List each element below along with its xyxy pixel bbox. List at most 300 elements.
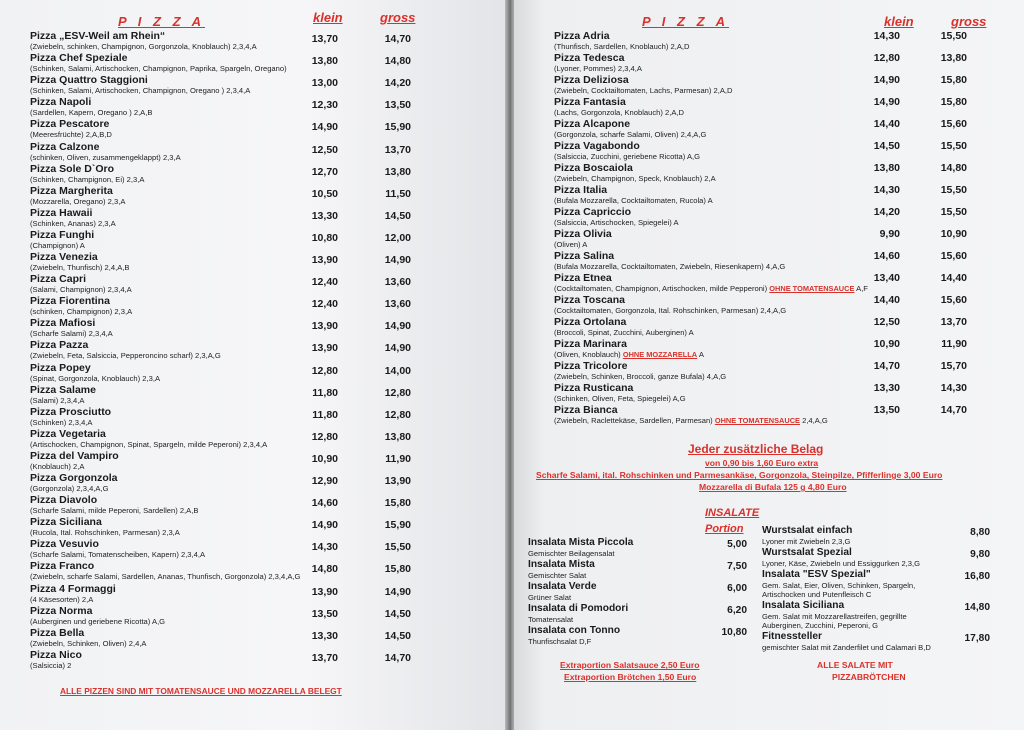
menu-item — [514, 250, 1024, 272]
price-large: 15,50 — [940, 184, 967, 196]
salad-price: 14,80 — [964, 602, 990, 613]
price-small: 12,70 — [311, 165, 338, 178]
item-description — [554, 196, 713, 205]
price-small: 12,50 — [311, 143, 338, 156]
item-name: Pizza Italia — [554, 184, 608, 196]
item-description-text: (Lyoner, Pommes) 2,3,4,A — [554, 64, 642, 73]
item-name: Pizza Alcapone — [554, 118, 631, 130]
price-large: 15,50 — [940, 30, 967, 42]
item-description — [554, 64, 642, 73]
item-name: Pizza Chef Speziale — [30, 52, 128, 65]
salad-description: Thunfischsalat D,F — [528, 637, 592, 646]
price-small: 13,90 — [311, 320, 338, 333]
salad-name: Insalata con Tonno — [528, 625, 621, 636]
item-name: Pizza Gorgonzola — [30, 472, 118, 484]
menu-item — [0, 538, 508, 560]
menu-item — [0, 450, 508, 472]
item-name: Pizza Tedesca — [554, 52, 625, 64]
price-small: 14,90 — [311, 519, 338, 532]
price-large: 14,20 — [384, 77, 411, 90]
item-description — [554, 86, 733, 95]
extra-bread-note: Extraportion Brötchen 1,50 Euro — [564, 672, 697, 682]
small-size-heading: klein — [313, 10, 343, 25]
price-large: 14,90 — [384, 320, 411, 333]
menu-item — [514, 30, 1024, 52]
price-large: 15,60 — [940, 294, 967, 306]
item-name: Pizza Capri — [30, 273, 87, 286]
pizza-heading-right: P I Z Z A — [642, 14, 730, 29]
large-size-heading-right: gross — [951, 14, 987, 29]
price-small: 14,90 — [873, 96, 900, 108]
item-description: (Champignon) A — [30, 240, 85, 250]
item-description — [554, 130, 706, 139]
item-description — [554, 240, 587, 249]
price-large: 15,60 — [940, 118, 967, 130]
item-name: Pizza Bianca — [554, 404, 618, 416]
price-small: 13,30 — [311, 629, 338, 642]
menu-item — [514, 294, 1024, 316]
item-description-text: (Salsiccia, Zucchini, geriebene Ricotta) A,G — [554, 152, 701, 161]
price-small: 13,70 — [311, 33, 338, 45]
price-small: 12,50 — [873, 316, 900, 328]
item-description — [554, 262, 785, 271]
item-name: Pizza Norma — [30, 604, 93, 617]
price-small: 13,80 — [873, 162, 900, 174]
price-small: 13,30 — [311, 209, 338, 222]
salad-name: Insalata Siciliana — [762, 600, 845, 611]
price-small: 13,30 — [873, 382, 900, 394]
salad-price: 6,20 — [727, 605, 747, 616]
item-description: (schinken, Oliven, zusammengeklappt) 2,3,A — [30, 152, 181, 162]
price-large: 12,00 — [384, 231, 411, 244]
salad-bread-note-2: PIZZABRÖTCHEN — [832, 672, 906, 682]
price-large: 14,80 — [384, 55, 411, 68]
extra-dressing-note: Extraportion Salatsauce 2,50 Euro — [560, 660, 700, 670]
salad-price: 6,00 — [727, 583, 747, 594]
price-large: 14,40 — [940, 272, 967, 284]
menu-item — [514, 404, 1024, 426]
item-name: Pizza Venezia — [30, 251, 98, 263]
item-name: Pizza 4 Formaggi — [30, 582, 116, 595]
salad-name: Insalata Mista Piccola — [528, 537, 634, 548]
item-description-text: (Zwiebeln, Raclettekäse, Sardellen, Parmesan) — [554, 416, 713, 425]
salad-price: 17,80 — [964, 633, 990, 644]
item-description: (Mozzarella, Oregano) 2,3,A — [30, 196, 126, 206]
item-description: (Zwiebeln, schinken, Champignon, Gorgonzola, Knoblauch) 2,3,4,A — [30, 42, 257, 51]
price-large: 14,50 — [384, 607, 411, 620]
price-large: 14,70 — [384, 651, 411, 664]
item-description: (Knoblauch) 2,A — [30, 461, 85, 471]
salad-description-2: Auberginen, Zucchini, Peperoni, G — [762, 621, 879, 630]
price-small: 12,30 — [311, 99, 338, 112]
salad-description: Gem. Salat mit Mozzarellastreifen, gegrillte — [762, 612, 907, 621]
salad-name: Wurstsalat Spezial — [762, 547, 852, 558]
item-description-text: (Oliven, Knoblauch) — [554, 350, 621, 359]
item-description — [554, 416, 828, 425]
item-description: (Zwiebeln, Schinken, Oliven) 2,4,A — [30, 638, 147, 648]
menu-page-right — [514, 0, 1024, 730]
menu-item — [514, 338, 1024, 360]
item-description — [554, 152, 700, 161]
menu-item — [514, 228, 1024, 250]
item-name: Pizza Mafiosi — [30, 317, 96, 330]
item-description: (Schinken, Ananas) 2,3,A — [30, 218, 116, 228]
item-allergen-codes: 2,4,A,G — [802, 416, 828, 425]
item-description-text: (Thunfisch, Sardellen, Knoblauch) 2,A,D — [554, 42, 690, 51]
small-size-heading-right: klein — [884, 14, 914, 29]
item-description — [554, 394, 686, 403]
item-description — [554, 218, 679, 227]
item-description-text: (Zwiebeln, Champignon, Speck, Knoblauch) 2,A — [554, 174, 716, 183]
price-large: 14,90 — [384, 342, 411, 355]
item-description: (Scharfe Salami, milde Peperoni, Sardellen) 2,A,B — [30, 506, 199, 516]
price-large: 13,70 — [384, 143, 411, 156]
item-name: Pizza Funghi — [30, 228, 95, 241]
salads-heading: INSALATE — [705, 507, 760, 519]
item-name: Pizza Vagabondo — [554, 140, 640, 152]
item-description-text: (Schinken, Oliven, Feta, Spiegelei) A,G — [554, 394, 686, 403]
price-large: 15,70 — [940, 360, 967, 372]
salad-price: 5,00 — [727, 539, 747, 550]
menu-item — [0, 649, 508, 671]
price-large: 14,80 — [940, 162, 967, 174]
menu-item — [514, 184, 1024, 206]
item-name: Pizza Franco — [30, 560, 95, 573]
salad-description-2: Artischocken und Putenfleisch C — [762, 590, 872, 599]
item-name: Pizza Hawaii — [30, 206, 93, 219]
price-large: 15,80 — [940, 96, 967, 108]
menu-item — [0, 583, 508, 605]
menu-item — [0, 185, 508, 207]
price-large: 10,90 — [940, 228, 967, 240]
item-description-text: (Zwiebeln, Schinken, Broccoli, ganze Bufala) 4,A,G — [554, 372, 727, 381]
menu-item — [514, 382, 1024, 404]
item-description: (Meeresfrüchte) 2,A,B,D — [30, 130, 112, 140]
item-description — [554, 284, 868, 293]
price-small: 13,50 — [311, 607, 338, 620]
price-small: 14,70 — [873, 360, 900, 372]
item-note: OHNE TOMATENSAUCE — [714, 416, 800, 425]
price-small: 12,80 — [873, 52, 900, 64]
menu-item — [514, 74, 1024, 96]
salad-item — [514, 569, 1024, 599]
item-description-text: (Cocktailtomaten, Champignon, Artischocken, milde Pepperoni) — [554, 284, 768, 293]
price-large: 13,70 — [940, 316, 967, 328]
item-description — [554, 108, 684, 117]
menu-item — [0, 74, 508, 96]
menu-item — [0, 207, 508, 229]
item-description-text: (Cocktailtomaten, Gorgonzola, Ital. Rohschinken, Parmesan) 2,4,A,G — [554, 306, 787, 315]
price-large: 13,60 — [384, 298, 411, 311]
item-description: (Scharfe Salami, Tomatenscheiben, Kapern) 2,3,4,A — [30, 550, 206, 560]
price-small: 14,40 — [873, 294, 900, 306]
price-small: 12,80 — [311, 364, 338, 377]
menu-item — [0, 251, 508, 273]
price-small: 14,30 — [873, 184, 900, 196]
item-name: Pizza Olivia — [554, 228, 612, 240]
salad-price: 8,80 — [970, 527, 990, 538]
item-note: OHNE MOZZARELLA — [622, 350, 698, 359]
item-description: (Zwiebeln, Thunfisch) 2,4,A,B — [30, 263, 130, 272]
salad-description: Lyoner, Käse, Zwiebeln und Essiggurken 2,3,G — [762, 559, 921, 568]
menu-item — [514, 52, 1024, 74]
price-large: 15,60 — [940, 250, 967, 262]
item-name: Pizza Ortolana — [554, 316, 627, 328]
price-small: 12,90 — [311, 475, 338, 487]
price-large: 14,50 — [384, 629, 411, 642]
price-large: 14,00 — [384, 364, 411, 377]
item-note: OHNE TOMATENSAUCE — [769, 284, 855, 293]
item-name: Pizza Vesuvio — [30, 538, 99, 551]
extra-topping-range: von 0,90 bis 1,60 Euro extra — [705, 458, 819, 468]
salad-price: 10,80 — [721, 627, 747, 638]
item-description: (Schinken, Salami, Artischocken, Champignon, Oregano ) 2,3,4,A — [30, 86, 251, 96]
item-description: (Schinken) 2,3,4,A — [30, 417, 93, 427]
price-large: 12,80 — [384, 408, 411, 421]
price-large: 15,80 — [940, 74, 967, 86]
item-name: Pizza Prosciutto — [30, 405, 112, 418]
item-name: Pizza Nico — [30, 648, 82, 661]
price-large: 13,80 — [940, 52, 967, 64]
salad-name: Insalata Mista — [528, 559, 595, 570]
extra-topping-premium: Scharfe Salami, ital. Rohschinken und Parmesankäse, Gorgonzola, Steinpilze, Pfifferlinge 3,00 Euro — [536, 470, 943, 480]
menu-item — [0, 362, 508, 384]
salad-price: 7,50 — [727, 561, 747, 572]
price-large: 14,70 — [384, 33, 411, 45]
item-name: Pizza Capriccio — [554, 206, 632, 218]
item-description: (Sardellen, Kapern, Oregano ) 2,A,B — [30, 108, 153, 118]
menu-item — [0, 516, 508, 538]
menu-item — [0, 163, 508, 185]
item-description: (Spinat, Gorgonzola, Knoblauch) 2,3,A — [30, 373, 161, 383]
item-name: Pizza Pazza — [30, 339, 89, 352]
salad-description: Gem. Salat, Eier, Oliven, Schinken, Spargeln, — [762, 581, 916, 590]
price-small: 14,60 — [311, 497, 338, 510]
item-description-text: (Bufala Mozzarella, Cocktailtomaten, Rucola) A — [554, 196, 713, 205]
price-large: 14,30 — [940, 382, 967, 394]
item-name: Pizza Deliziosa — [554, 74, 629, 86]
price-small: 13,90 — [311, 254, 338, 266]
item-description — [554, 328, 694, 337]
salad-item — [514, 631, 1024, 661]
price-large: 13,50 — [384, 99, 411, 112]
price-small: 14,50 — [873, 140, 900, 152]
price-small: 9,90 — [879, 228, 900, 240]
item-name: Pizza Boscaiola — [554, 162, 633, 174]
price-small: 11,80 — [312, 386, 338, 399]
item-name: Pizza Pescatore — [30, 118, 110, 131]
price-small: 14,60 — [873, 250, 900, 262]
menu-item — [0, 384, 508, 406]
price-large: 13,60 — [384, 276, 411, 289]
item-name: Pizza Tricolore — [554, 360, 628, 372]
pizza-footer-note: ALLE PIZZEN SIND MIT TOMATENSAUCE UND MOZZARELLA BELEGT — [60, 686, 342, 696]
price-small: 10,80 — [311, 231, 338, 244]
price-large: 14,50 — [384, 209, 411, 222]
item-description — [554, 372, 726, 381]
menu-item — [0, 96, 508, 118]
item-description: (Rucola, Ital. Rohschinken, Parmesan) 2,3,A — [30, 528, 180, 538]
price-large: 12,80 — [384, 386, 411, 399]
price-small: 11,80 — [312, 408, 338, 421]
item-description-text: (Oliven) A — [554, 240, 588, 249]
item-description: (Schinken, Champignon, Ei) 2,3,A — [30, 174, 145, 184]
price-small: 12,80 — [311, 430, 338, 443]
menu-item — [0, 30, 508, 52]
salad-bread-note-1: ALLE SALATE MIT — [817, 660, 893, 670]
salad-item — [514, 600, 1024, 630]
salad-description: Tomatensalat — [528, 615, 574, 624]
item-description: (Schinken, Salami, Artischocken, Champignon, Paprika, Spargeln, Oregano) — [30, 64, 287, 74]
price-large: 15,50 — [940, 140, 967, 152]
menu-item — [514, 206, 1024, 228]
item-description — [554, 306, 786, 315]
price-large: 15,50 — [384, 541, 411, 554]
item-description — [554, 350, 704, 359]
salad-description: Grüner Salat — [528, 593, 572, 602]
price-small: 12,40 — [311, 276, 338, 289]
item-description: (Salami) 2,3,4,A — [30, 395, 85, 405]
menu-item — [0, 605, 508, 627]
item-description-text: (Zwiebeln, Cocktailtomaten, Lachs, Parmesan) 2,A,D — [554, 86, 733, 95]
salad-name: Insalata "ESV Spezial" — [762, 569, 871, 580]
item-description — [554, 42, 690, 51]
portion-heading: Portion — [705, 523, 744, 535]
menu-item — [514, 162, 1024, 184]
item-name: Pizza Siciliana — [30, 516, 102, 529]
menu-item — [0, 141, 508, 163]
price-small: 14,80 — [311, 563, 338, 576]
item-name: Pizza Bella — [30, 626, 85, 639]
item-name: Pizza Fantasia — [554, 96, 626, 108]
price-small: 14,90 — [311, 121, 338, 134]
item-allergen-codes: A,F — [856, 284, 868, 293]
price-small: 13,00 — [311, 77, 338, 90]
item-name: Pizza Vegetaria — [30, 427, 106, 440]
menu-item — [514, 96, 1024, 118]
menu-item — [514, 316, 1024, 338]
price-large: 11,90 — [385, 452, 411, 465]
price-small: 14,30 — [873, 30, 900, 42]
item-description-text: (Bufala Mozzarella, Cocktailtomaten, Zwiebeln, Riesenkapern) 4,A,G — [554, 262, 786, 271]
item-description: (Artischocken, Champignon, Spinat, Spargeln, milde Peperoni) 2,3,4,A — [30, 439, 268, 449]
price-small: 14,30 — [311, 541, 338, 554]
item-name: Pizza Rusticana — [554, 382, 634, 394]
item-description-text: (Salsiccia, Artischocken, Spiegelei) A — [554, 218, 679, 227]
price-large: 13,90 — [384, 475, 411, 487]
item-description-text: (Broccoli, Spinat, Zucchini, Auberginen) A — [554, 328, 694, 337]
item-name: Pizza Quattro Staggioni — [30, 74, 148, 87]
salad-price: 9,80 — [970, 549, 990, 560]
price-large: 15,90 — [384, 121, 411, 134]
price-large: 11,50 — [385, 187, 411, 200]
item-description — [554, 174, 716, 183]
item-description: (Gorgonzola) 2,3,4,A,G — [30, 484, 109, 493]
item-name: Pizza Margherita — [30, 184, 113, 197]
menu-item — [0, 494, 508, 516]
salad-name: Insalata Verde — [528, 581, 597, 592]
price-large: 15,90 — [384, 519, 411, 532]
menu-page-left — [0, 0, 508, 730]
price-small: 13,40 — [873, 272, 900, 284]
price-small: 14,90 — [873, 74, 900, 86]
item-name: Pizza Salina — [554, 250, 615, 262]
item-description-text: (Lachs, Gorgonzola, Knoblauch) 2,A,D — [554, 108, 685, 117]
price-large: 15,50 — [940, 206, 967, 218]
menu-item — [0, 627, 508, 649]
item-name: Pizza „ESV-Weil am Rhein“ — [30, 30, 166, 42]
large-size-heading: gross — [380, 10, 416, 25]
salad-name: Fitnessteller — [762, 631, 823, 642]
price-small: 12,40 — [311, 298, 338, 311]
item-name: Pizza Napoli — [30, 96, 92, 109]
menu-item — [0, 118, 508, 140]
salad-name: Insalata di Pomodori — [528, 603, 629, 614]
item-description: (schinken, Champignon) 2,3,A — [30, 307, 133, 317]
price-small: 14,20 — [873, 206, 900, 218]
price-small: 14,40 — [873, 118, 900, 130]
price-large: 15,80 — [384, 497, 411, 510]
salad-description: Gemischter Salat — [528, 571, 587, 580]
price-small: 13,50 — [873, 404, 900, 416]
item-description: (Zwiebeln, scharfe Salami, Sardellen, Ananas, Thunfisch, Gorgonzola) 2,3,4,A,G — [30, 572, 301, 582]
item-description: (Auberginen und geriebene Ricotta) A,G — [30, 616, 166, 626]
price-large: 14,70 — [940, 404, 967, 416]
price-small: 10,90 — [873, 338, 900, 350]
menu-item — [0, 428, 508, 450]
menu-item — [514, 118, 1024, 140]
menu-item — [514, 140, 1024, 162]
item-description: (4 Käsesorten) 2,A — [30, 594, 94, 604]
item-name: Pizza Etnea — [554, 272, 612, 284]
salad-description: gemischter Salat mit Zanderfilet und Calamari B,D — [762, 643, 931, 652]
item-allergen-codes: A — [698, 350, 704, 359]
item-name: Pizza Diavolo — [30, 494, 98, 507]
item-name: Pizza Adria — [554, 30, 610, 42]
price-large: 14,90 — [384, 585, 411, 598]
item-name: Pizza Calzone — [30, 140, 100, 153]
item-name: Pizza Popey — [30, 361, 91, 374]
price-small: 13,90 — [311, 585, 338, 598]
menu-item — [514, 272, 1024, 294]
menu-item — [0, 273, 508, 295]
item-name: Pizza Sole D`Oro — [30, 162, 115, 175]
item-description: (Salami, Champignon) 2,3,4,A — [30, 285, 132, 295]
item-name: Pizza Fiorentina — [30, 295, 110, 308]
item-description: (Zwiebeln, Feta, Salsiccia, Pepperoncino scharf) 2,3,A,G — [30, 351, 221, 361]
item-name: Pizza Salame — [30, 383, 96, 396]
item-description-text: (Gorgonzola, scharfe Salami, Oliven) 2,4,A,G — [554, 130, 707, 139]
menu-item — [0, 52, 508, 74]
price-large: 13,80 — [384, 430, 411, 443]
extra-topping-title: Jeder zusätzliche Belag — [688, 442, 824, 456]
item-description: (Salsiccia) 2 — [30, 660, 72, 670]
price-large: 15,80 — [384, 563, 411, 576]
pizza-heading: P I Z Z A — [118, 14, 206, 29]
menu-item — [0, 339, 508, 361]
menu-item — [0, 295, 508, 317]
menu-item — [0, 317, 508, 339]
salad-name: Wurstsalat einfach — [762, 525, 853, 536]
price-large: 11,90 — [941, 338, 967, 350]
item-name: Pizza Toscana — [554, 294, 625, 306]
menu-item — [0, 229, 508, 251]
price-small: 10,90 — [311, 452, 338, 465]
salad-price: 16,80 — [964, 571, 990, 582]
menu-item — [0, 560, 508, 582]
salad-description: Gemischter Beilagensalat — [528, 549, 615, 558]
extra-topping-bufala: Mozzarella di Bufala 125 g 4,80 Euro — [699, 482, 847, 492]
